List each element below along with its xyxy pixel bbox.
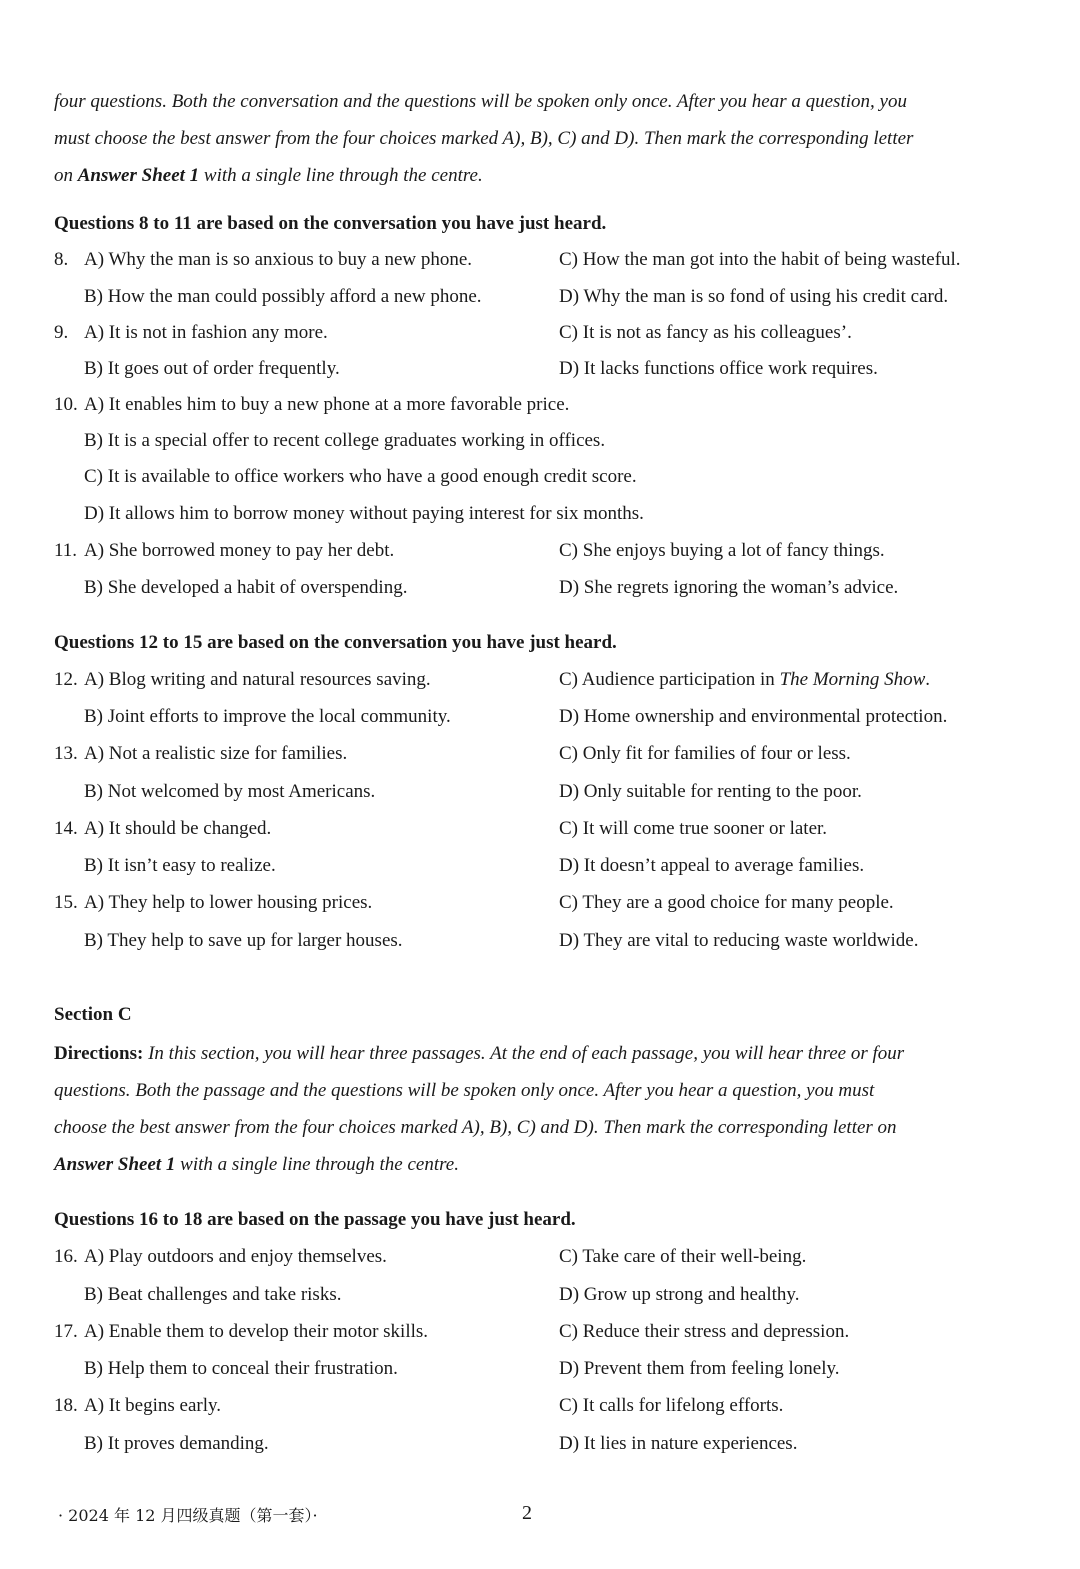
choice-b[interactable]: B) Joint efforts to improve the local community. bbox=[84, 706, 451, 727]
choice-c[interactable]: C) They are a good choice for many people. bbox=[559, 892, 894, 913]
choice-a[interactable]: A) They help to lower housing prices. bbox=[84, 892, 373, 913]
question-number: 14. bbox=[54, 818, 78, 839]
choice-a[interactable]: A) Play outdoors and enjoy themselves. bbox=[84, 1246, 387, 1267]
section-title: Section C bbox=[54, 1004, 132, 1025]
directions-line: choose the best answer from the four choices marked A), B), C) and D). Then mark the corresponding letter on bbox=[54, 1117, 897, 1138]
choice-a[interactable]: A) She borrowed money to pay her debt. bbox=[84, 540, 395, 561]
choice-a[interactable]: A) Blog writing and natural resources saving. bbox=[84, 669, 431, 690]
choice-d[interactable]: D) Grow up strong and healthy. bbox=[559, 1284, 800, 1305]
directions-label: Directions: bbox=[54, 1043, 144, 1064]
choice-c[interactable]: C) How the man got into the habit of being wasteful. bbox=[559, 249, 961, 270]
section-c-directions bbox=[54, 1035, 1009, 1183]
choice-c[interactable]: C) It is available to office workers who have a good enough credit score. bbox=[84, 466, 637, 487]
choice-a[interactable]: A) It is not in fashion any more. bbox=[84, 322, 328, 343]
question-number: 9. bbox=[54, 322, 69, 343]
choice-c[interactable]: C) It will come true sooner or later. bbox=[559, 818, 828, 839]
choice-b[interactable]: B) They help to save up for larger houses. bbox=[84, 930, 403, 951]
choice-d[interactable]: D) She regrets ignoring the woman’s advice. bbox=[559, 577, 899, 598]
choice-b[interactable]: B) It is a special offer to recent college graduates working in offices. bbox=[84, 430, 606, 451]
choice-b[interactable]: B) Not welcomed by most Americans. bbox=[84, 781, 376, 802]
choice-b[interactable]: B) How the man could possibly afford a new phone. bbox=[84, 286, 482, 307]
answer-sheet-ref: Answer Sheet 1 bbox=[54, 1154, 176, 1175]
question-number: 12. bbox=[54, 669, 78, 690]
choice-c[interactable]: C) Reduce their stress and depression. bbox=[559, 1321, 850, 1342]
choice-b[interactable]: B) It proves demanding. bbox=[84, 1433, 269, 1454]
choice-a[interactable]: A) It begins early. bbox=[84, 1395, 221, 1416]
question-group-heading: Questions 8 to 11 are based on the conversation you have just heard. bbox=[54, 213, 607, 234]
choice-c[interactable]: C) It is not as fancy as his colleagues’. bbox=[559, 322, 852, 343]
directions-line: must choose the best answer from the four choices marked A), B), C) and D). Then mark the corresponding letter bbox=[54, 128, 914, 149]
choice-a[interactable]: A) Not a realistic size for families. bbox=[84, 743, 348, 764]
question-group-heading: Questions 12 to 15 are based on the conversation you have just heard. bbox=[54, 632, 617, 653]
choice-d[interactable]: D) It lacks functions office work requires. bbox=[559, 358, 878, 379]
directions-line: Directions: In this section, you will hear three passages. At the end of each passage, you will hear three or four bbox=[54, 1043, 905, 1064]
answer-sheet-ref: Answer Sheet 1 bbox=[77, 165, 200, 186]
question-number: 13. bbox=[54, 743, 78, 764]
choice-c[interactable]: C) Audience participation in The Morning Show. bbox=[559, 669, 930, 690]
question-number: 11. bbox=[54, 540, 78, 561]
directions-continuation bbox=[54, 83, 1009, 194]
question-number: 18. bbox=[54, 1395, 78, 1416]
choice-b[interactable]: B) It goes out of order frequently. bbox=[84, 358, 340, 379]
question-number: 8. bbox=[54, 249, 69, 270]
question-number: 15. bbox=[54, 892, 78, 913]
choice-c[interactable]: C) She enjoys buying a lot of fancy things. bbox=[559, 540, 885, 561]
choice-d[interactable]: D) It lies in nature experiences. bbox=[559, 1433, 798, 1454]
directions-line: Answer Sheet 1 with a single line through the centre. bbox=[54, 1154, 459, 1175]
directions-line: four questions. Both the conversation and the questions will be spoken only once. After you hear a question, you bbox=[54, 91, 907, 112]
choice-c[interactable]: C) It calls for lifelong efforts. bbox=[559, 1395, 784, 1416]
choice-b[interactable]: B) Beat challenges and take risks. bbox=[84, 1284, 342, 1305]
directions-line: on Answer Sheet 1 with a single line through the centre. bbox=[54, 165, 483, 186]
choice-d[interactable]: D) Why the man is so fond of using his credit card. bbox=[559, 286, 949, 307]
choice-d[interactable]: D) Only suitable for renting to the poor. bbox=[559, 781, 862, 802]
choice-a[interactable]: A) Enable them to develop their motor skills. bbox=[84, 1321, 429, 1342]
choice-d[interactable]: D) They are vital to reducing waste worldwide. bbox=[559, 930, 919, 951]
page-number: 2 bbox=[522, 1502, 532, 1524]
footer-exam-label: · 2024 年 12 月四级真题（第一套）· bbox=[58, 1506, 318, 1525]
choice-c[interactable]: C) Only fit for families of four or less. bbox=[559, 743, 851, 764]
choice-d[interactable]: D) Prevent them from feeling lonely. bbox=[559, 1358, 840, 1379]
choice-a[interactable]: A) It enables him to buy a new phone at a more favorable price. bbox=[84, 394, 570, 415]
question-number: 10. bbox=[54, 394, 78, 415]
choice-d[interactable]: D) It doesn’t appeal to average families. bbox=[559, 855, 865, 876]
question-group-heading: Questions 16 to 18 are based on the passage you have just heard. bbox=[54, 1209, 576, 1230]
choice-d[interactable]: D) Home ownership and environmental protection. bbox=[559, 706, 948, 727]
directions-line: questions. Both the passage and the questions will be spoken only once. After you hear a question, you must bbox=[54, 1080, 875, 1101]
choice-b[interactable]: B) Help them to conceal their frustration. bbox=[84, 1358, 398, 1379]
choice-b[interactable]: B) It isn’t easy to realize. bbox=[84, 855, 276, 876]
choice-a[interactable]: A) It should be changed. bbox=[84, 818, 272, 839]
show-title: The Morning Show bbox=[779, 669, 926, 690]
choice-b[interactable]: B) She developed a habit of overspending. bbox=[84, 577, 408, 598]
question-number: 16. bbox=[54, 1246, 78, 1267]
choice-c[interactable]: C) Take care of their well-being. bbox=[559, 1246, 807, 1267]
choice-d[interactable]: D) It allows him to borrow money without paying interest for six months. bbox=[84, 503, 644, 524]
question-number: 17. bbox=[54, 1321, 78, 1342]
choice-a[interactable]: A) Why the man is so anxious to buy a new phone. bbox=[84, 249, 473, 270]
